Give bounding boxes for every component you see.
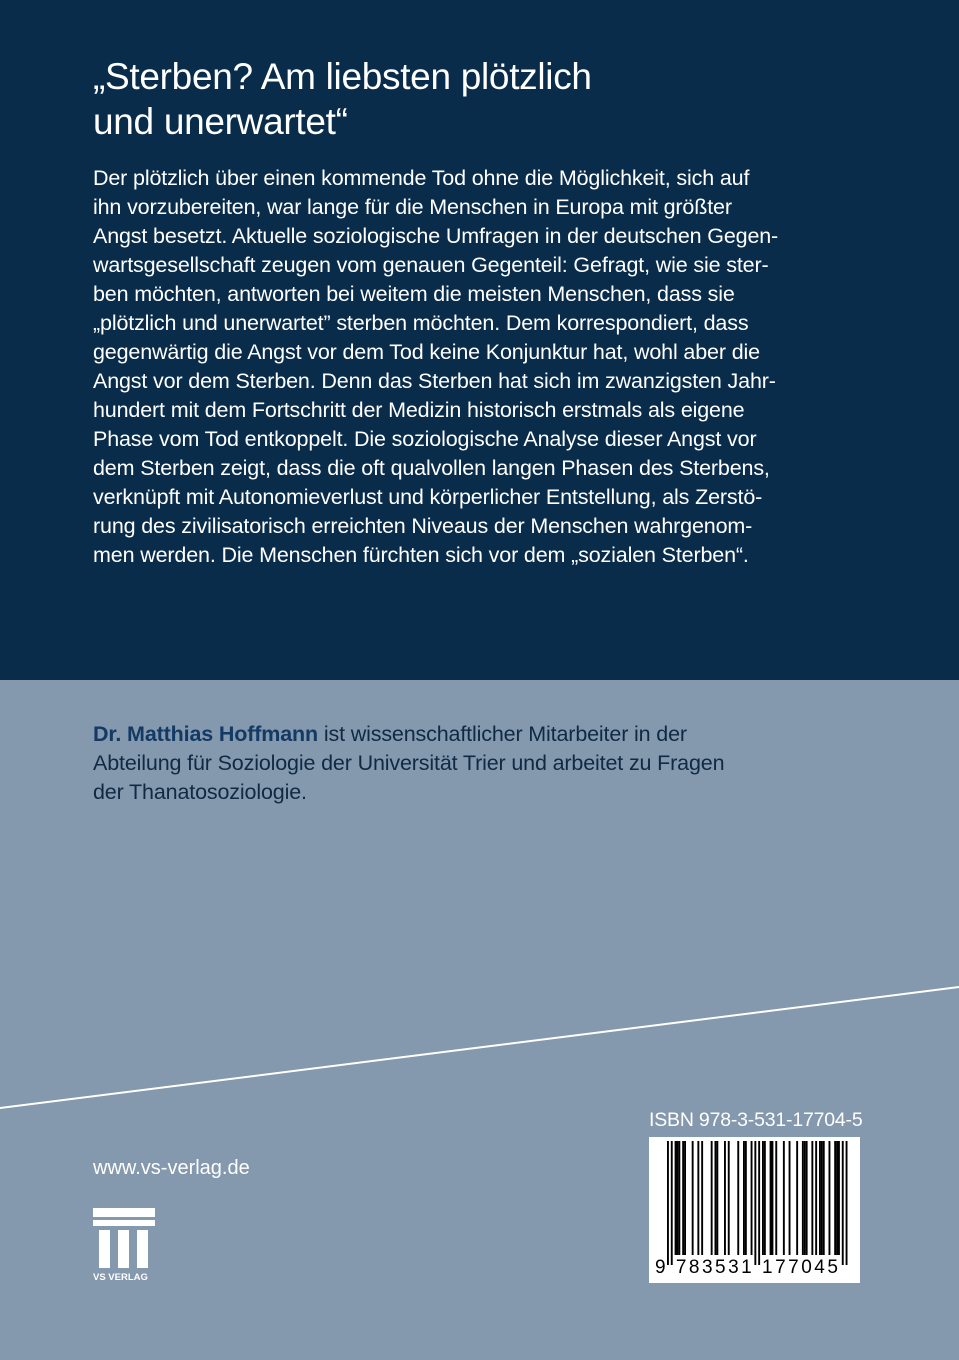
blurb-line: rung des zivilisatorisch erreichten Niveaus der Menschen wahrgenom-	[93, 514, 753, 538]
barcode-bar	[770, 1141, 772, 1255]
book-title-line1: „Sterben? Am liebsten plötzlich	[93, 56, 592, 97]
blurb-line: Phase vom Tod entkoppelt. Die soziologische Analyse dieser Angst vor	[93, 427, 757, 451]
blurb-line: gegenwärtig die Angst vor dem Tod keine Konjunktur hat, wohl aber die	[93, 340, 760, 364]
author-name: Dr. Matthias Hoffmann	[93, 722, 319, 746]
author-bio-line2: Abteilung für Soziologie der Universität Trier und arbeitet zu Fragen	[93, 751, 725, 775]
barcode-bar	[819, 1141, 821, 1255]
barcode-bar	[821, 1141, 823, 1255]
barcode-bar	[716, 1141, 718, 1255]
barcode-bar	[697, 1141, 699, 1255]
barcode-bar	[758, 1141, 760, 1265]
barcode-bar	[745, 1141, 747, 1255]
blurb-line: Der plötzlich über einen kommende Tod ohne die Möglichkeit, sich auf	[93, 166, 750, 190]
barcode-bar	[692, 1141, 694, 1255]
blurb-line: Angst vor dem Sterben. Denn das Sterben hat sich im zwanzigsten Jahr-	[93, 369, 776, 393]
barcode-bar	[829, 1141, 831, 1255]
barcode-bar	[724, 1141, 726, 1255]
book-title-line2: und unerwartet“	[93, 101, 348, 142]
barcode-bar	[764, 1141, 766, 1255]
author-bio-line1	[93, 720, 893, 749]
barcode-bar	[751, 1141, 753, 1255]
barcode-bar	[682, 1141, 684, 1255]
blurb-text	[93, 164, 883, 570]
barcode-bar	[789, 1141, 791, 1255]
barcode-bar	[811, 1141, 813, 1255]
barcode-bar	[838, 1141, 840, 1255]
blurb-line: „plötzlich und unerwartet” sterben möchten. Dem korrespondiert, dass	[93, 311, 749, 335]
barcode-bar	[677, 1141, 679, 1255]
logo-text: VS VERLAG	[93, 1272, 148, 1283]
barcode-bar	[806, 1141, 808, 1255]
barcode-bar	[728, 1141, 730, 1255]
blurb-line: Angst besetzt. Aktuelle soziologische Umfragen in der deutschen Gegen-	[93, 224, 779, 248]
barcode-bar	[804, 1141, 806, 1255]
barcode-bar	[836, 1141, 838, 1255]
isbn-label: ISBN 978-3-531-17704-5	[649, 1109, 863, 1131]
publisher-url: www.vs-verlag.de	[93, 1157, 250, 1179]
barcode-bar	[667, 1141, 669, 1265]
ean-digits: 9 783531 177045	[655, 1257, 841, 1278]
barcode-bar	[754, 1141, 756, 1265]
barcode-bar	[671, 1141, 673, 1265]
blurb-line: verknüpft mit Autonomieverlust und körperlicher Entstellung, als Zerstö-	[93, 485, 763, 509]
blurb-line: men werden. Die Menschen fürchten sich vor dem „sozialen Sterben“.	[93, 543, 749, 567]
book-title	[93, 54, 873, 144]
author-bio-line3: der Thanatosoziologie.	[93, 780, 307, 804]
barcode-bar	[675, 1141, 677, 1255]
barcode-bar	[796, 1141, 798, 1255]
barcode-bar	[715, 1141, 717, 1255]
blurb-line: ben möchten, antworten bei weitem die meisten Menschen, dass sie	[93, 282, 735, 306]
author-bio-line1-rest: ist wissenschaftlicher Mitarbeiter in der	[318, 722, 687, 746]
barcode-bar	[846, 1141, 848, 1265]
blurb-line: wartsgesellschaft zeugen vom genauen Gegenteil: Gefragt, wie sie ster-	[93, 253, 769, 277]
barcode-bar	[783, 1141, 785, 1255]
barcode-bar	[802, 1141, 804, 1255]
blurb-line: ihn vorzubereiten, war lange für die Menschen in Europa mit größter	[93, 195, 732, 219]
barcode-bar	[823, 1141, 825, 1255]
barcode-bar	[762, 1141, 764, 1255]
author-bio	[93, 720, 893, 807]
barcode-bar	[737, 1141, 739, 1255]
barcode-bar	[743, 1141, 745, 1255]
barcode-bar	[678, 1141, 680, 1255]
blurb-line: hundert mit dem Fortschritt der Medizin historisch erstmals als eigene	[93, 398, 745, 422]
barcode-bar	[684, 1141, 686, 1255]
barcode-bar	[711, 1141, 713, 1255]
blurb-line: dem Sterben zeigt, dass die oft qualvollen langen Phasen des Sterbens,	[93, 456, 770, 480]
barcode-bar	[834, 1141, 836, 1255]
ean13-barcode-icon	[649, 1137, 860, 1283]
barcode-bar	[815, 1141, 817, 1255]
barcode-bar	[775, 1141, 777, 1255]
barcode-bar	[772, 1141, 774, 1255]
barcode-bar	[842, 1141, 844, 1265]
barcode-bar	[701, 1141, 703, 1255]
vs-verlag-logo-icon	[93, 1208, 155, 1284]
